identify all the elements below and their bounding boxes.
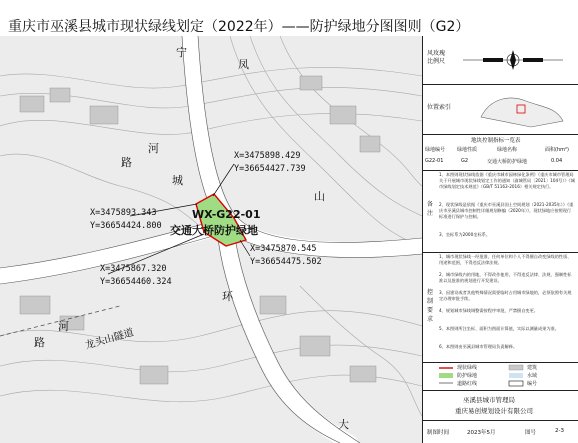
table-title: 地块控制指标一览表 <box>471 138 521 144</box>
table-header-code: 绿地编号 <box>425 147 446 153</box>
notes-line-2: 2、现状绿线是依据《重庆市巫溪县国土空间规划（2021-2035年）》《重庆市巫溪县城市控制性详细规划修编（2020年）》，现状绿地应按照现行标准进行保护与控制。 <box>439 202 574 219</box>
control-line-3: 3、因建设或者其他特殊情况需要临时占用城市绿地的，必须依照有关规定办理审批手续。 <box>439 290 572 301</box>
table-header-type: 绿地性质 <box>457 147 478 153</box>
control-section <box>423 252 578 363</box>
org-section <box>423 390 578 421</box>
scale-bar <box>453 40 573 80</box>
notes-line-1: 1、本图则现状绿线依据《重庆市城市园林绿化条例》《重庆市城市管理局关于开展城市现状绿线划定工作的通知（渝城管局〔2021〕104号）》《城市绿线划定技术规范》（GB/T 51163-2016）相关规定执行。 <box>439 172 575 189</box>
table-cell-type: G2 <box>461 158 469 164</box>
control-table <box>423 134 578 171</box>
notes-section <box>423 170 578 253</box>
control-label: 控制要求 <box>427 289 434 323</box>
plot-code: WX-G22-01 <box>192 208 261 221</box>
table-cell-area: 0.04 <box>551 158 563 164</box>
control-line-4: 4、规划城市绿线调整需按程序审批，严禁擅自变更。 <box>439 308 538 313</box>
road-name-huan: 环 <box>222 290 233 303</box>
coordinate-y-2: Y=36654424.800 <box>90 221 162 231</box>
road-name-cheng: 城 <box>172 174 183 187</box>
coordinate-y-4: Y=36654460.324 <box>100 277 172 287</box>
road-name-lu-2: 路 <box>34 336 45 349</box>
tunnel-label: 龙头山隧道 <box>84 327 136 352</box>
legend-label-building: 建筑 <box>527 365 538 371</box>
coordinate-y-1: Y=36654427.739 <box>234 164 306 174</box>
footer-date: 2023年5月 <box>467 430 496 436</box>
footer-sheet: 2-3 <box>555 428 564 434</box>
page-title: 重庆市巫溪县城市现状绿线划定（2022年）——防护绿地分图图则（G2） <box>8 19 470 35</box>
location-map-icon <box>471 87 571 131</box>
coordinate-x-4: X=3475867.320 <box>100 264 167 274</box>
notes-label: 备注 <box>427 201 434 217</box>
table-header-area: 面积(hm²) <box>545 147 569 153</box>
legend-label-green: 防护绿地 <box>457 373 478 379</box>
title-bar <box>0 0 578 36</box>
control-line-5: 5、本图则所注坐标、面积为图面计算值，实际以测量成果为准。 <box>439 326 559 331</box>
coordinate-x-2: X=3475893.343 <box>90 208 157 218</box>
notes-line-3: 3、坐标系为2000坐标系。 <box>439 232 491 237</box>
map-canvas[interactable] <box>0 36 422 443</box>
place-name-ning: 宁 <box>176 46 187 59</box>
road-name-lu: 路 <box>121 156 132 169</box>
place-name-feng: 凤 <box>238 58 249 71</box>
road-name-he-2: 河 <box>58 320 69 333</box>
legend-label-water: 水域 <box>527 373 538 379</box>
footer-date-label: 制图时间 <box>427 430 450 436</box>
footer-section <box>423 420 578 442</box>
road-name-da: 大 <box>338 418 349 431</box>
control-line-1: 1、城市现状绿线一经批准，任何单位和个人不得擅自改变绿线的性质、用途和范围，不得违反法律法规。 <box>439 254 572 265</box>
map-view[interactable] <box>0 36 422 443</box>
scale-label: 风玫瑰比例尺 <box>427 50 446 65</box>
road-name-he: 河 <box>148 142 159 155</box>
location-index-section <box>423 84 578 135</box>
org-line-2: 重庆易创规划设计有限公司 <box>455 407 533 415</box>
table-cell-name: 交通大桥防护绿地 <box>487 159 528 165</box>
org-line-1: 巫溪县城市管理局 <box>463 396 515 404</box>
location-index-label: 位置索引 <box>427 104 452 111</box>
control-line-6: 6、本图则由巫溪县城市管理局负责解释。 <box>439 344 518 349</box>
table-cell-code: G22-01 <box>425 158 444 164</box>
coordinate-x-1: X=3475898.429 <box>234 151 301 161</box>
table-header-name: 绿地名称 <box>497 147 518 153</box>
legend-panel <box>422 36 578 443</box>
scale-section <box>423 36 578 85</box>
legend-label-greenline: 现状绿线 <box>457 365 478 371</box>
legend-label-box: 编号 <box>527 381 538 387</box>
plot-name: 交通大桥防护绿地 <box>170 224 258 237</box>
coordinate-y-3: Y=36654475.502 <box>250 257 322 267</box>
footer-sheet-label: 图号 <box>525 430 537 436</box>
road-name-shan: 山 <box>314 190 325 203</box>
map-legend <box>423 362 578 391</box>
control-line-2: 2、城市绿线内的用地，不得改作他用，不得违反法律、法规、强制性标准以及批准的规划进行开发建设。 <box>439 272 572 283</box>
legend-label-road: 道路红线 <box>457 381 478 387</box>
coordinate-x-3: X=3475870.545 <box>250 244 317 254</box>
